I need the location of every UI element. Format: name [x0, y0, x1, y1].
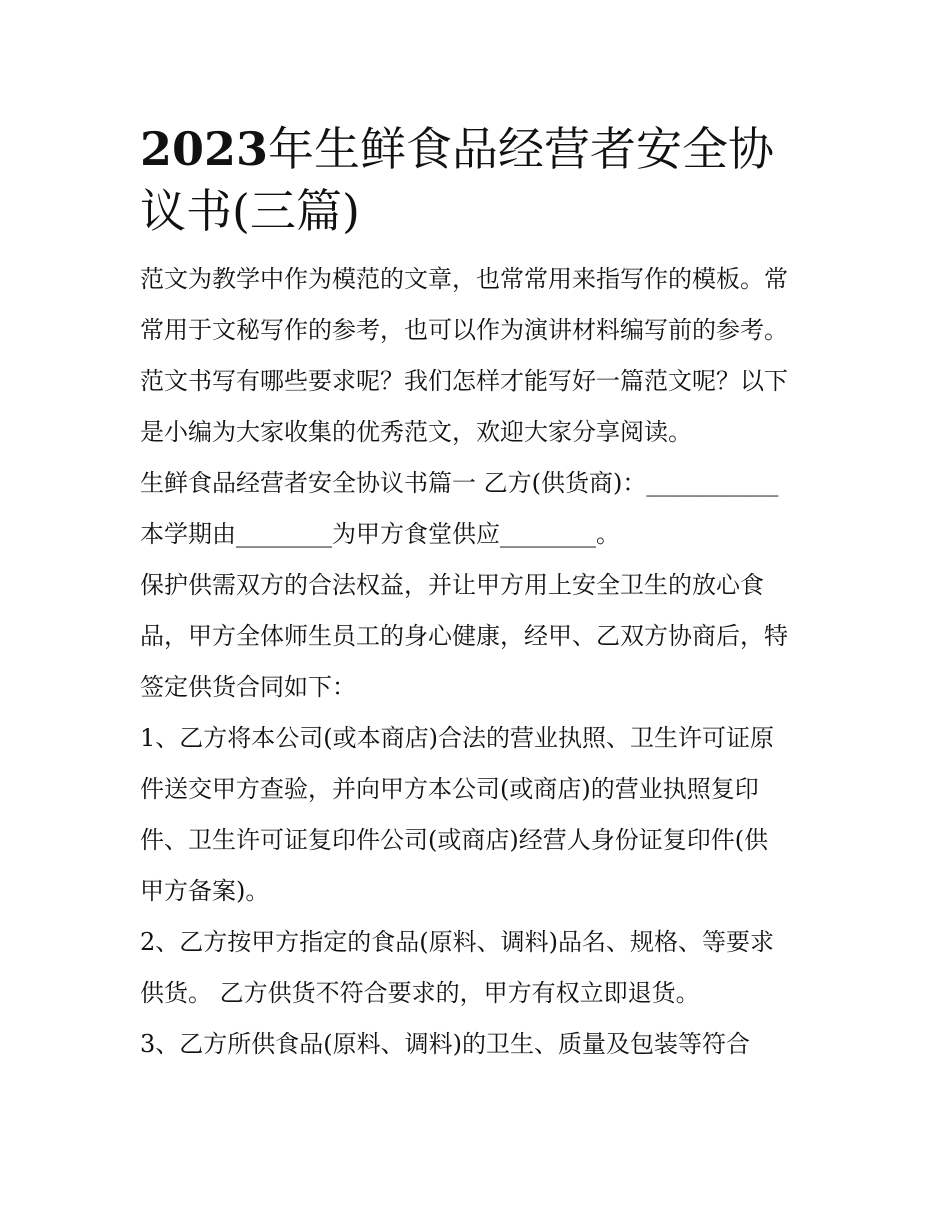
body-line: 生鲜食品经营者安全协议书篇一 乙方(供货商)：___________ [140, 469, 779, 497]
title-line-2: 议书(三篇) [140, 184, 360, 238]
body-line: 甲方备案)。 [140, 877, 270, 905]
body-line: 本学期由________为甲方食堂供应________。 [140, 520, 620, 548]
title-line-1 [140, 118, 820, 180]
title-text-1: 年生鲜食品经营者安全协 [268, 122, 775, 176]
document-page [140, 118, 820, 1070]
body-line: 供货。 乙方供货不符合要求的，甲方有权立即退货。 [140, 979, 700, 1007]
body-line: 保护供需双方的合法权益，并让甲方用上安全卫生的放心食 [140, 571, 764, 599]
body-line: 品，甲方全体师生员工的身心健康，经甲、乙双方协商后，特 [140, 622, 788, 650]
body-line: 1、乙方将本公司(或本商店)合法的营业执照、卫生许可证原 [140, 724, 774, 752]
body-line: 签定供货合同如下： [140, 673, 356, 701]
body-line: 3、乙方所供食品(原料、调料)的卫生、质量及包装等符合 [140, 1030, 750, 1058]
document-title [140, 118, 820, 242]
body-line: 范文书写有哪些要求呢？我们怎样才能写好一篇范文呢？以下 [140, 367, 788, 395]
document-body [140, 254, 820, 1070]
body-line: 是小编为大家收集的优秀范文，欢迎大家分享阅读。 [140, 418, 692, 446]
body-line: 范文为教学中作为模范的文章，也常常用来指写作的模板。常 [140, 265, 788, 293]
body-line: 件送交甲方查验，并向甲方本公司(或商店)的营业执照复印 [140, 775, 759, 803]
body-line: 常用于文秘写作的参考，也可以作为演讲材料编写前的参考。 [140, 316, 788, 344]
body-line: 2、乙方按甲方指定的食品(原料、调料)品名、规格、等要求 [140, 928, 774, 956]
title-year: 2023 [140, 122, 269, 176]
body-line: 件、卫生许可证复印件公司(或商店)经营人身份证复印件(供 [140, 826, 769, 854]
